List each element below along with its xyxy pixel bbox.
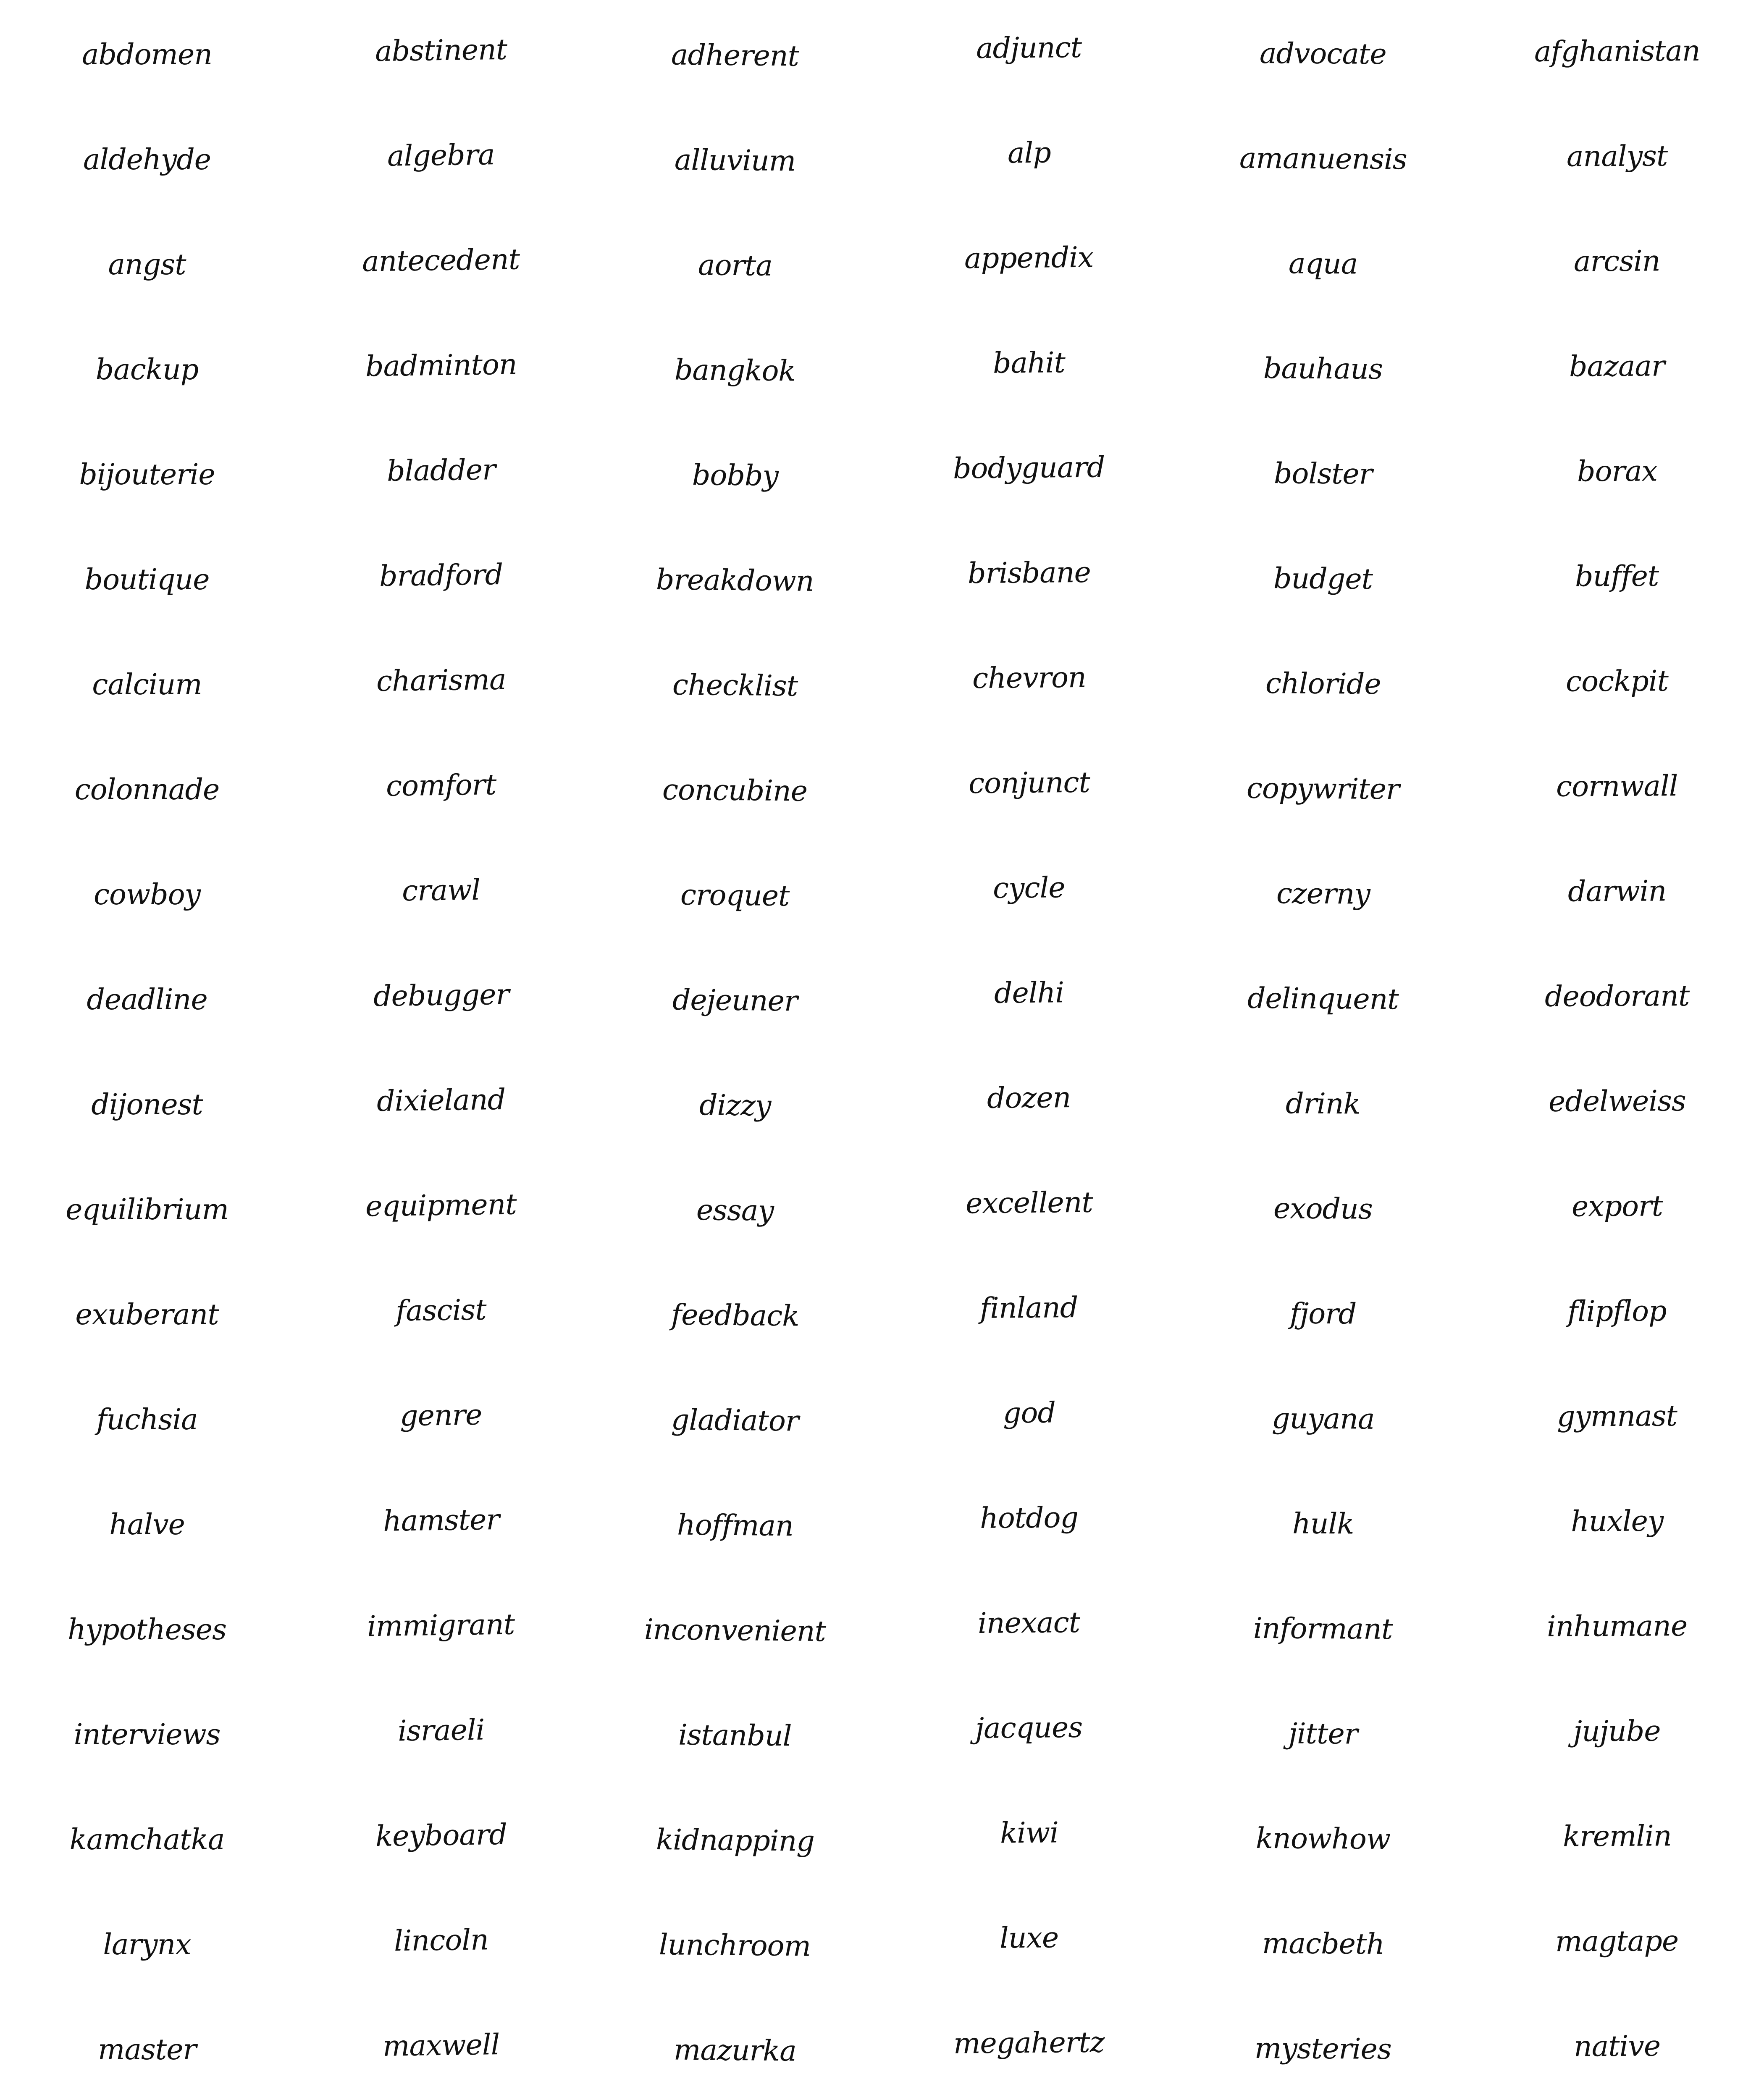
handwritten-word: budget [1273, 562, 1373, 596]
word-cell [0, 945, 294, 1050]
handwritten-word: chevron [972, 661, 1086, 696]
handwritten-word: maxwell [382, 2028, 500, 2063]
handwritten-word: concubine [662, 773, 808, 808]
handwritten-word: inconvenient [644, 1613, 826, 1648]
handwritten-word: exodus [1273, 1192, 1373, 1226]
handwritten-word: lincoln [394, 1923, 488, 1958]
word-cell [1470, 315, 1764, 420]
word-cell [0, 525, 294, 630]
handwritten-word: brisbane [967, 556, 1091, 591]
handwritten-word: bodyguard [953, 451, 1105, 486]
word-cell [1470, 1785, 1764, 1890]
handwritten-word: croquet [680, 878, 790, 913]
handwritten-word: bradford [379, 558, 503, 593]
handwritten-word: appendix [964, 241, 1094, 276]
word-cell [1176, 1785, 1470, 1890]
word-cell [1176, 315, 1470, 420]
word-cell [1470, 525, 1764, 630]
handwritten-word: cycle [992, 871, 1066, 905]
handwritten-word: istanbul [678, 1718, 792, 1753]
word-cell [1470, 1890, 1764, 1995]
handwritten-word: larynx [103, 1928, 191, 1961]
word-cell [588, 1365, 882, 1470]
word-cell [0, 630, 294, 735]
handwritten-word: aldehyde [83, 143, 211, 176]
word-cell [1470, 1575, 1764, 1680]
word-cell [1470, 630, 1764, 735]
word-cell [882, 1785, 1176, 1890]
handwritten-word: dizzy [699, 1089, 771, 1123]
handwritten-word: checklist [672, 668, 798, 703]
word-cell [882, 315, 1176, 420]
word-cell [0, 1785, 294, 1890]
word-cell [1176, 1890, 1470, 1995]
word-cell [294, 210, 588, 315]
word-cell [882, 0, 1176, 105]
handwritten-word: jitter [1288, 1717, 1358, 1751]
word-cell [588, 735, 882, 840]
handwritten-word: alluvium [674, 143, 796, 178]
word-cell [588, 210, 882, 315]
word-cell [0, 1470, 294, 1575]
handwritten-word: bladder [386, 453, 496, 488]
word-cell [588, 630, 882, 735]
word-cell [1176, 1470, 1470, 1575]
handwritten-word: cornwall [1556, 769, 1678, 803]
word-cell [882, 525, 1176, 630]
word-cell [1176, 1050, 1470, 1155]
handwritten-word: keyboard [375, 1818, 507, 1853]
handwritten-word: deodorant [1544, 979, 1690, 1013]
handwritten-word: mysteries [1254, 2032, 1392, 2066]
handwritten-word: kamchatka [69, 1823, 225, 1856]
word-cell [1470, 1470, 1764, 1575]
word-cell [1176, 1995, 1470, 2100]
handwritten-word: interviews [74, 1718, 220, 1751]
word-cell [294, 1365, 588, 1470]
handwritten-word: conjunct [968, 766, 1090, 801]
handwritten-word: export [1571, 1189, 1663, 1223]
handwritten-word: kremlin [1562, 1819, 1672, 1853]
handwritten-word: mazurka [673, 2033, 797, 2068]
word-cell [0, 1890, 294, 1995]
word-cell [882, 105, 1176, 210]
handwritten-word: drink [1285, 1087, 1361, 1121]
handwritten-word: feedback [671, 1298, 799, 1333]
word-cell [0, 1365, 294, 1470]
word-cell [1470, 1260, 1764, 1365]
word-cell [588, 1260, 882, 1365]
handwritten-word: kidnapping [656, 1823, 814, 1858]
word-cell [588, 1050, 882, 1155]
handwritten-word: luxe [999, 1921, 1059, 1955]
word-cell [1176, 630, 1470, 735]
handwritten-word: calcium [92, 668, 202, 701]
word-cell [882, 420, 1176, 525]
handwritten-word: crawl [402, 873, 480, 908]
handwritten-word: angst [108, 248, 186, 281]
handwritten-word: czerny [1276, 877, 1370, 911]
word-cell [294, 735, 588, 840]
word-cell [588, 1995, 882, 2100]
handwritten-word: borax [1577, 454, 1657, 488]
handwritten-word: equipment [365, 1188, 517, 1223]
handwritten-word: guyana [1271, 1402, 1375, 1436]
handwritten-word: charisma [376, 663, 506, 698]
handwritten-word: debugger [373, 978, 509, 1013]
handwritten-word: bahit [992, 346, 1066, 380]
word-cell [1176, 1260, 1470, 1365]
word-cell [1470, 105, 1764, 210]
handwritten-word: hoffman [677, 1508, 793, 1543]
handwritten-word: antecedent [362, 243, 520, 278]
handwritten-word: finland [979, 1291, 1078, 1326]
handwritten-word: deadline [87, 983, 207, 1016]
word-cell [1470, 1155, 1764, 1260]
handwritten-word: god [1003, 1396, 1055, 1430]
handwritten-word: inhumane [1546, 1609, 1688, 1643]
handwritten-word: immigrant [367, 1608, 515, 1643]
handwritten-word: fuchsia [96, 1403, 198, 1436]
handwritten-word: aqua [1288, 247, 1358, 281]
word-cell [294, 840, 588, 945]
word-cell [588, 1785, 882, 1890]
word-cell [0, 840, 294, 945]
handwritten-word: colonnade [74, 773, 220, 806]
word-cell [588, 525, 882, 630]
handwritten-word: dejeuner [672, 983, 798, 1018]
word-cell [882, 945, 1176, 1050]
word-cell [1470, 945, 1764, 1050]
word-cell [294, 945, 588, 1050]
word-cell [0, 1680, 294, 1785]
handwritten-word: alp [1007, 136, 1051, 170]
word-cell [588, 0, 882, 105]
handwritten-word: excellent [965, 1186, 1093, 1221]
handwritten-word: hypotheses [67, 1613, 227, 1646]
handwritten-word: adjunct [976, 31, 1082, 66]
word-cell [588, 945, 882, 1050]
word-cell [588, 1890, 882, 1995]
handwritten-word: backup [95, 353, 199, 386]
word-cell [294, 1470, 588, 1575]
word-cell [1176, 840, 1470, 945]
word-cell [588, 315, 882, 420]
word-cell [882, 1260, 1176, 1365]
handwritten-word: buffet [1575, 559, 1659, 593]
handwritten-word: essay [696, 1194, 774, 1228]
handwritten-word: aorta [698, 249, 772, 283]
handwritten-word: megahertz [953, 2026, 1105, 2061]
word-cell [294, 1260, 588, 1365]
handwritten-word: amanuensis [1239, 142, 1407, 176]
handwritten-word: abstinent [375, 33, 507, 68]
word-cell [0, 1575, 294, 1680]
word-cell [294, 630, 588, 735]
word-cell [588, 1155, 882, 1260]
word-cell [0, 1995, 294, 2100]
handwritten-word: edelweiss [1548, 1084, 1686, 1118]
word-cell [294, 0, 588, 105]
handwritten-word: analyst [1566, 139, 1668, 173]
handwritten-word: informant [1253, 1612, 1393, 1646]
handwritten-word: equilibrium [66, 1193, 228, 1226]
word-cell [1470, 735, 1764, 840]
handwritten-word: abdomen [81, 38, 213, 71]
word-cell [294, 1995, 588, 2100]
word-cell [1176, 1155, 1470, 1260]
word-cell [1176, 1680, 1470, 1785]
word-cell [0, 1155, 294, 1260]
word-cell [882, 1890, 1176, 1995]
word-cell [294, 1050, 588, 1155]
handwritten-word: knowhow [1255, 1822, 1391, 1856]
word-cell [588, 1680, 882, 1785]
word-cell [1176, 0, 1470, 105]
word-cell [588, 1575, 882, 1680]
word-cell [1176, 210, 1470, 315]
handwritten-word: master [98, 2033, 196, 2066]
word-cell [882, 1365, 1176, 1470]
word-cell [1470, 210, 1764, 315]
word-cell [294, 420, 588, 525]
word-cell [1470, 1365, 1764, 1470]
word-cell [1470, 1680, 1764, 1785]
handwritten-word: bangkok [674, 353, 796, 388]
handwritten-word: exuberant [75, 1298, 219, 1331]
word-cell [588, 105, 882, 210]
word-cell [1176, 105, 1470, 210]
handwritten-word: adherent [671, 38, 799, 73]
handwritten-word: macbeth [1262, 1927, 1384, 1961]
word-cell [1470, 1050, 1764, 1155]
word-cell [0, 1260, 294, 1365]
handwritten-word: magtape [1555, 1924, 1679, 1958]
handwritten-word: arcsin [1573, 244, 1660, 278]
handwritten-word: breakdown [656, 563, 814, 598]
word-cell [294, 1785, 588, 1890]
handwritten-word: hamster [383, 1503, 499, 1538]
word-cell [1176, 1575, 1470, 1680]
handwritten-word: bobby [692, 458, 778, 493]
word-cell [882, 840, 1176, 945]
word-cell [882, 1995, 1176, 2100]
word-cell [882, 210, 1176, 315]
word-cell [882, 1680, 1176, 1785]
word-cell [1176, 1365, 1470, 1470]
word-cell [1176, 420, 1470, 525]
word-cell [0, 105, 294, 210]
handwritten-word: delhi [994, 976, 1064, 1010]
word-cell [294, 1155, 588, 1260]
handwritten-word: copywriter [1246, 772, 1400, 806]
handwritten-word: jujube [1573, 1714, 1661, 1748]
word-cell [0, 420, 294, 525]
handwritten-word: jacques [975, 1711, 1083, 1746]
handwritten-word: native [1573, 2029, 1661, 2063]
handwritten-word: comfort [386, 768, 496, 803]
handwritten-word: kiwi [1000, 1816, 1058, 1850]
handwritten-word: hotdog [979, 1501, 1079, 1536]
handwritten-word: badminton [365, 348, 517, 383]
handwritten-word: delinquent [1247, 982, 1399, 1016]
handwritten-word: fjord [1289, 1297, 1357, 1331]
handwritten-word: genre [399, 1398, 483, 1433]
word-cell [588, 840, 882, 945]
word-cell [588, 1470, 882, 1575]
word-cell [294, 1575, 588, 1680]
word-cell [882, 1155, 1176, 1260]
handwritten-word: afghanistan [1534, 34, 1700, 69]
word-cell [1176, 525, 1470, 630]
handwritten-word: hulk [1292, 1507, 1354, 1541]
handwritten-word: huxley [1570, 1504, 1664, 1538]
word-cell [0, 315, 294, 420]
handwritten-word: israeli [397, 1713, 485, 1748]
handwritten-word: dijonest [91, 1088, 203, 1121]
handwritten-word: gladiator [671, 1403, 799, 1438]
word-cell [882, 1050, 1176, 1155]
word-cell [882, 1470, 1176, 1575]
handwritten-word: algebra [387, 138, 495, 173]
handwritten-word: bijouterie [79, 458, 215, 491]
word-cell [1470, 1995, 1764, 2100]
handwritten-word: bazaar [1569, 349, 1665, 383]
handwritten-word: lunchroom [659, 1928, 811, 1963]
word-cell [294, 105, 588, 210]
word-cell [1470, 0, 1764, 105]
handwritten-word: dozen [987, 1081, 1071, 1115]
word-cell [1176, 945, 1470, 1050]
word-cell [0, 210, 294, 315]
word-cell [294, 1680, 588, 1785]
handwritten-word: gymnast [1557, 1399, 1677, 1433]
handwritten-word: advocate [1259, 37, 1387, 71]
handwritten-word: bauhaus [1263, 352, 1383, 386]
word-cell [882, 1575, 1176, 1680]
word-cell [1176, 735, 1470, 840]
handwritten-word: flipflop [1567, 1294, 1667, 1328]
word-cell [882, 630, 1176, 735]
word-cell [0, 1050, 294, 1155]
word-cell [294, 525, 588, 630]
word-cell [1470, 420, 1764, 525]
handwritten-word: darwin [1567, 874, 1667, 908]
handwritten-word: chloride [1265, 667, 1381, 701]
word-cell [882, 735, 1176, 840]
word-cell [0, 735, 294, 840]
word-cell [588, 420, 882, 525]
handwritten-word: boutique [84, 563, 210, 596]
handwritten-word: dixieland [376, 1083, 506, 1118]
handwritten-word: inexact [978, 1606, 1080, 1641]
handwritten-word: fascist [395, 1293, 487, 1328]
word-cell [0, 0, 294, 105]
word-cell [294, 315, 588, 420]
handwritten-word: cowboy [93, 878, 201, 911]
handwritten-word: halve [109, 1508, 185, 1541]
word-cell [294, 1890, 588, 1995]
handwritten-word: cockpit [1565, 664, 1669, 698]
word-cell [1470, 840, 1764, 945]
handwritten-word: bolster [1273, 457, 1373, 491]
